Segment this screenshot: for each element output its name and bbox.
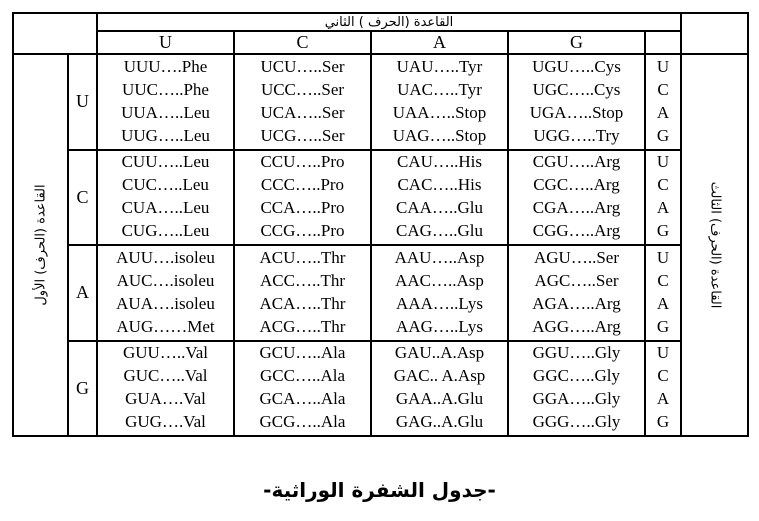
first-letter-side-cell [13, 54, 68, 436]
codon-group [234, 341, 371, 437]
codon: CAA…..Glu [396, 198, 483, 218]
third-letter: U [656, 247, 670, 267]
codon: UCG…..Ser [260, 125, 345, 145]
codon: AUU….isoleu [116, 247, 215, 267]
codon: UAU…..Tyr [396, 56, 483, 76]
codon: CCA…..Pro [260, 198, 345, 218]
codon: GAU..A.Asp [394, 343, 485, 363]
codon: GAG..A.Glu [395, 412, 484, 432]
third-letter-group [645, 245, 681, 341]
codon-group [371, 150, 508, 246]
third-letter: G [656, 412, 670, 432]
column-header-g: G [508, 31, 645, 54]
codon: AAU…..Asp [394, 247, 485, 267]
codon: GUU…..Val [123, 343, 208, 363]
codon: UCU…..Ser [260, 56, 345, 76]
first-letter-c: C [68, 150, 97, 246]
codon: AAC…..Asp [395, 270, 484, 290]
third-letter: G [656, 125, 670, 145]
codon: AUA….isoleu [116, 293, 215, 313]
codon-group [508, 54, 645, 150]
codon: GCG…..Ala [259, 412, 346, 432]
codon-group [97, 341, 234, 437]
corner-cell-left [13, 13, 97, 54]
codon: CUC…..Leu [122, 175, 209, 195]
header-row-second-letter [13, 13, 748, 31]
codon: GUA….Val [125, 389, 206, 409]
codon: CUA…..Leu [121, 198, 210, 218]
codon: UUC…..Phe [122, 79, 209, 99]
codon-group [234, 54, 371, 150]
table-row [13, 341, 748, 437]
first-letter-g: G [68, 341, 97, 437]
codon-group [97, 54, 234, 150]
third-letter: C [657, 175, 669, 195]
codon: UGA…..Stop [529, 102, 624, 122]
third-letter: C [657, 270, 669, 290]
codon-group [97, 150, 234, 246]
third-letter-side-cell [681, 54, 748, 436]
codon: UCA…..Ser [260, 102, 345, 122]
codon: CCC…..Pro [260, 175, 345, 195]
codon: UAA…..Stop [392, 102, 487, 122]
codon: GAC.. A.Asp [393, 366, 486, 386]
codon: GUC…..Val [123, 366, 208, 386]
codon: CGG…..Arg [532, 221, 621, 241]
codon: CCG…..Pro [260, 221, 345, 241]
codon-group [508, 341, 645, 437]
codon: GCU…..Ala [259, 343, 346, 363]
codon: ACA…..Thr [259, 293, 346, 313]
codon: CAG…..Glu [396, 221, 483, 241]
third-letter: A [656, 102, 670, 122]
codon-group [371, 245, 508, 341]
codon: GGA…..Gly [532, 389, 621, 409]
codon: GGG…..Gly [532, 412, 621, 432]
third-letter: A [656, 389, 670, 409]
column-header-empty [645, 31, 681, 54]
codon: CAU…..His [396, 152, 482, 172]
codon-group [234, 245, 371, 341]
genetic-code-table [12, 12, 749, 437]
codon: AGC…..Ser [534, 270, 619, 290]
third-letter: A [656, 198, 670, 218]
table-row [13, 150, 748, 246]
codon: CUG…..Leu [121, 221, 210, 241]
codon: UUU….Phe [123, 56, 208, 76]
second-letter-header: القاعدة (الحرف ) الثاني [97, 13, 681, 31]
table-row [13, 54, 748, 150]
codon: CGA…..Arg [532, 198, 621, 218]
third-letter: C [657, 79, 669, 99]
codon: CGU…..Arg [532, 152, 621, 172]
codon: GAA..A.Glu [395, 389, 484, 409]
codon: UGG…..Try [533, 125, 620, 145]
table-row [13, 245, 748, 341]
third-letter-group [645, 150, 681, 246]
codon: AUG……Met [116, 316, 215, 336]
codon: UGC…..Cys [532, 79, 621, 99]
table-caption: -جدول الشفرة الوراثية- [263, 478, 496, 502]
codon: AGG…..Arg [532, 316, 621, 336]
codon: AAA…..Lys [396, 293, 483, 313]
codon: CCU…..Pro [260, 152, 345, 172]
codon: CGC…..Arg [533, 175, 620, 195]
third-letter: U [656, 56, 670, 76]
header-row-columns [13, 31, 748, 54]
third-letter-group [645, 341, 681, 437]
codon: UUA…..Leu [121, 102, 210, 122]
codon: UGU…..Cys [532, 56, 621, 76]
codon-group [508, 150, 645, 246]
third-letter: G [656, 221, 670, 241]
codon: GGC…..Gly [533, 366, 620, 386]
codon: UUG…..Leu [121, 125, 210, 145]
codon-group [508, 245, 645, 341]
third-letter: A [656, 293, 670, 313]
codon: AGU…..Ser [534, 247, 619, 267]
codon-group [371, 341, 508, 437]
codon: GUG….Val [125, 412, 206, 432]
third-letter-label: القاعدة (الحرف) الثالث [707, 181, 723, 309]
codon: ACG…..Thr [259, 316, 346, 336]
third-letter-group [645, 54, 681, 150]
codon: CUU…..Leu [121, 152, 210, 172]
first-letter-a: A [68, 245, 97, 341]
codon: GCC…..Ala [260, 366, 345, 386]
codon: UCC…..Ser [260, 79, 345, 99]
column-header-a: A [371, 31, 508, 54]
third-letter: U [656, 152, 670, 172]
third-letter: C [657, 366, 669, 386]
codon: CAC…..His [397, 175, 482, 195]
codon: AUC….isoleu [116, 270, 215, 290]
column-header-c: C [234, 31, 371, 54]
codon: AGA…..Arg [532, 293, 621, 313]
third-letter: G [656, 316, 670, 336]
codon: UAG…..Stop [392, 125, 487, 145]
codon: GCA…..Ala [259, 389, 346, 409]
corner-cell-right [681, 13, 748, 54]
first-letter-u: U [68, 54, 97, 150]
codon-group [234, 150, 371, 246]
column-header-u: U [97, 31, 234, 54]
codon: AAG…..Lys [396, 316, 483, 336]
first-letter-label: القاعدة (الحرف) الأول [33, 184, 48, 306]
codon: ACC…..Thr [260, 270, 345, 290]
codon: ACU…..Thr [259, 247, 346, 267]
codon-group [97, 245, 234, 341]
codon-group [371, 54, 508, 150]
codon: GGU…..Gly [532, 343, 621, 363]
third-letter: U [656, 343, 670, 363]
codon: UAC…..Tyr [397, 79, 482, 99]
